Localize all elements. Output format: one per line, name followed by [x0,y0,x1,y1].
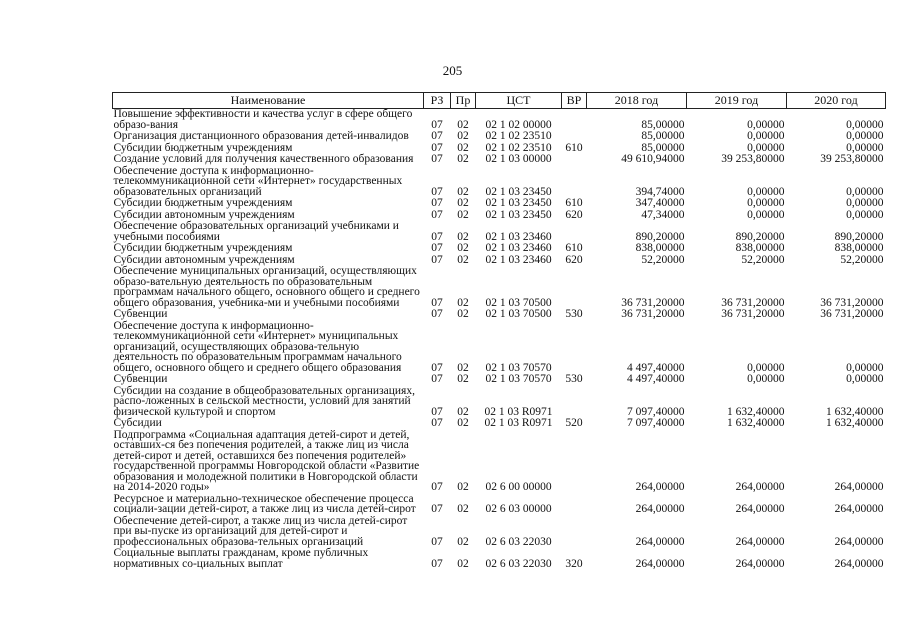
cell-vr: 530 [565,308,583,320]
cell-2020: 264,00000 [834,557,884,570]
cell-2019: 36 731,20000 [721,296,785,309]
cell-rz: 07 [431,230,443,243]
col-header-vr: ВР [562,93,587,109]
cell-name: Подпрограмма «Социальная адаптация детей-сирот и детей, оставших-ся без попечения родителей, а также лиц из числа детей-сирот и детей, оставшихся без попечения родителей» государственной программы Новгородской области «Развитие образования и молодежной политики в Новгородской области на 2014-2020 годы» [113,428,420,493]
cell-2018: 49 610,94000 [621,153,685,165]
cell-cst: 02 1 03 70500 [485,296,552,309]
cell-2019: 1 632,40000 [727,417,785,429]
cell-rz: 07 [431,296,443,309]
cell-vr: 520 [565,417,583,429]
cell-2018: 394,74000 [635,185,685,198]
cell-2019: 0,00000 [747,208,785,221]
table-row [113,418,886,430]
cell-name: Социальные выплаты гражданам, кроме публичных нормативных со-циальных выплат [113,547,369,570]
cell-2020: 264,00000 [834,503,884,515]
cell-pr: 02 [457,481,469,493]
cell-rz: 07 [431,417,443,429]
cell-name: Субсидии [113,417,162,429]
cell-2019: 890,20000 [735,230,785,243]
cell-2019: 264,00000 [735,557,785,570]
cell-2020: 36 731,20000 [820,308,884,320]
table-row [113,109,886,132]
cell-cst: 02 1 03 23460 [485,253,552,266]
cell-2018: 347,40000 [635,197,685,209]
cell-cst: 02 1 03 23460 [485,242,552,254]
cell-name: Создание условий для получения качественного образования [113,153,414,165]
cell-2020: 264,00000 [834,481,884,493]
cell-pr: 02 [457,153,469,165]
cell-cst: 02 1 02 23510 [485,130,552,142]
cell-vr: 530 [565,373,583,385]
cell-name: Ресурсное и материально-техническое обеспечение процесса социали-зации детей-сирот, а также лиц из числа детей-сирот [113,492,416,515]
cell-rz: 07 [431,208,443,221]
cell-2019: 264,00000 [735,535,785,548]
table-row [113,154,886,166]
cell-name: Субсидии автономным учреждениям [113,253,295,266]
cell-cst: 02 1 03 23460 [485,230,552,243]
cell-2019: 0,00000 [747,373,785,385]
cell-2020: 838,00000 [834,242,884,254]
cell-rz: 07 [431,118,443,131]
cell-2020: 264,00000 [834,535,884,548]
cell-rz: 07 [431,361,443,374]
cell-name: Субсидии бюджетным учреждениям [113,242,293,254]
cell-2018: 264,00000 [635,481,685,493]
cell-name: Обеспечение доступа к информационно-телекоммуникационной сети «Интернет» государственных образовательных организаций [113,164,403,198]
cell-rz: 07 [431,503,443,515]
cell-vr: 620 [565,208,583,221]
cell-2019: 264,00000 [735,503,785,515]
cell-cst: 02 1 03 R0971 [484,405,553,418]
cell-vr: 320 [565,557,583,570]
cell-2020: 52,20000 [840,253,884,266]
cell-2018: 890,20000 [635,230,685,243]
cell-name: Обеспечение детей-сирот, а также лиц из числа детей-сирот при вы-пуске из организаций для детей-сирот и профессиональных образова-тельных организаций [113,514,408,548]
cell-rz: 07 [431,253,443,266]
cell-vr [562,166,587,199]
cell-pr: 02 [457,296,469,309]
cell-cst: 02 1 03 23450 [485,197,552,209]
table-body [113,109,886,571]
cell-2020: 0,00000 [846,197,884,209]
cell-2020: 890,20000 [834,230,884,243]
cell-2018: 4 497,40000 [627,361,685,374]
cell-2020: 0,00000 [846,130,884,142]
col-header-name: Наименование [113,93,424,109]
cell-2018: 36 731,20000 [621,308,685,320]
cell-vr [562,131,587,143]
cell-2018: 85,00000 [641,118,685,131]
cell-rz: 07 [431,373,443,385]
cell-rz: 07 [431,141,443,154]
cell-cst: 02 6 03 22030 [485,535,552,548]
cell-2018: 85,00000 [641,130,685,142]
cell-rz: 07 [431,557,443,570]
cell-name: Субсидии на создание в общеобразовательных организациях, распо-ложенных в сельской местности, условий для занятий физической культурой и спортом [113,384,415,418]
cell-pr: 02 [457,361,469,374]
table-row [113,548,886,570]
cell-2020: 0,00000 [846,118,884,131]
cell-2018: 4 497,40000 [627,373,685,385]
cell-name: Обеспечение образовательных организаций учебниками и учебными пособиями [113,220,399,243]
cell-2020: 0,00000 [846,361,884,374]
cell-cst: 02 1 02 23510 [485,141,552,154]
cell-2018: 52,20000 [641,253,685,266]
cell-2019: 0,00000 [747,361,785,374]
cell-rz: 07 [431,242,443,254]
cell-2018: 7 097,40000 [627,417,685,429]
table-header-row [113,93,886,109]
table-row [113,243,886,255]
cell-cst: 02 1 03 70570 [485,361,552,374]
cell-pr: 02 [457,417,469,429]
cell-2019: 838,00000 [735,242,785,254]
cell-2020: 0,00000 [846,373,884,385]
table-row [113,321,886,375]
cell-vr [562,430,587,494]
cell-2019: 0,00000 [747,130,785,142]
cell-cst: 02 1 03 23450 [485,208,552,221]
cell-pr: 02 [457,130,469,142]
cell-2020: 1 632,40000 [826,405,884,418]
cell-vr [562,516,587,549]
cell-rz: 07 [431,405,443,418]
cell-2019: 1 632,40000 [727,405,785,418]
cell-rz: 07 [431,197,443,209]
cell-pr: 02 [457,405,469,418]
col-header-2019: 2019 год [687,93,787,109]
cell-cst: 02 1 03 70570 [485,373,552,385]
cell-2020: 1 632,40000 [826,417,884,429]
cell-name: Обеспечение доступа к информационно-телекоммуникационной сети «Интернет» муниципальных организаций, осуществляющих образова-тельную деятельность по образовательным программам начального общего, основного общего и среднего общего образования [113,319,402,374]
cell-name: Субвенции [113,308,168,320]
cell-name: Обеспечение муниципальных организаций, осуществляющих образо-вательную деятельность по образовательным программам начального общего, основного общего и среднего общего образования, учебника-ми и учебными пособиями [113,265,420,309]
cell-vr [562,494,587,516]
cell-2018: 85,00000 [641,141,685,154]
cell-name: Субсидии бюджетным учреждениям [113,141,293,154]
cell-2018: 264,00000 [635,535,685,548]
cell-2018: 264,00000 [635,503,685,515]
cell-2020: 0,00000 [846,141,884,154]
cell-2019: 0,00000 [747,118,785,131]
cell-vr: 610 [565,197,583,209]
cell-2019: 264,00000 [735,481,785,493]
cell-vr [562,321,587,375]
cell-rz: 07 [431,185,443,198]
cell-pr: 02 [457,373,469,385]
cell-2020: 0,00000 [846,208,884,221]
col-header-cst: ЦСТ [476,93,562,109]
cell-vr: 620 [565,253,583,266]
cell-2019: 0,00000 [747,197,785,209]
cell-vr [562,386,587,419]
cell-name: Организация дистанционного образования детей-инвалидов [113,130,409,142]
cell-cst: 02 6 03 00000 [485,503,552,515]
table-row [113,131,886,143]
col-header-pr: Пр [451,93,476,109]
table-row [113,430,886,494]
cell-pr: 02 [457,185,469,198]
cell-2018: 264,00000 [635,557,685,570]
table-row [113,309,886,321]
cell-cst: 02 1 03 23450 [485,185,552,198]
cell-rz: 07 [431,481,443,493]
cell-pr: 02 [457,141,469,154]
cell-rz: 07 [431,153,443,165]
cell-2018: 7 097,40000 [627,405,685,418]
cell-cst: 02 6 03 22030 [485,557,552,570]
table-row [113,494,886,516]
cell-cst: 02 1 03 R0971 [484,417,553,429]
budget-table [112,92,886,570]
cell-pr: 02 [457,208,469,221]
cell-vr [562,154,587,166]
cell-2019: 36 731,20000 [721,308,785,320]
cell-pr: 02 [457,118,469,131]
cell-name: Субсидии бюджетным учреждениям [113,197,293,209]
cell-2019: 52,20000 [741,253,785,266]
cell-2019: 0,00000 [747,141,785,154]
cell-rz: 07 [431,130,443,142]
table-row [113,386,886,419]
cell-2018: 36 731,20000 [621,296,685,309]
cell-2020: 36 731,20000 [820,296,884,309]
cell-pr: 02 [457,242,469,254]
col-header-2020: 2020 год [787,93,886,109]
page-number: 205 [442,63,463,78]
cell-name: Субсидии автономным учреждениям [113,208,295,221]
table-row [113,266,886,309]
cell-pr: 02 [457,253,469,266]
cell-cst: 02 6 00 00000 [485,481,552,493]
cell-pr: 02 [457,557,469,570]
cell-cst: 02 1 03 70500 [485,308,552,320]
cell-pr: 02 [457,230,469,243]
cell-vr: 610 [565,242,583,254]
cell-rz: 07 [431,308,443,320]
cell-cst: 02 1 02 00000 [485,118,552,131]
col-header-2018: 2018 год [587,93,687,109]
cell-2018: 838,00000 [635,242,685,254]
cell-cst: 02 1 03 00000 [485,153,552,165]
cell-pr: 02 [457,308,469,320]
cell-2019: 39 253,80000 [721,153,785,165]
table-row [113,374,886,386]
cell-2019: 0,00000 [747,185,785,198]
col-header-rz: РЗ [424,93,451,109]
cell-vr [562,221,587,243]
cell-name: Субвенции [113,373,168,385]
cell-vr: 610 [565,141,583,154]
cell-vr [562,109,587,132]
table-row [113,166,886,199]
cell-rz: 07 [431,535,443,548]
table-row [113,221,886,243]
cell-pr: 02 [457,535,469,548]
cell-name: Повышение эффективности и качества услуг в сфере общего образо-вания [113,108,413,131]
cell-pr: 02 [457,197,469,209]
table-row [113,516,886,549]
cell-2020: 39 253,80000 [820,153,884,165]
cell-2018: 47,34000 [641,208,685,221]
cell-2020: 0,00000 [846,185,884,198]
cell-pr: 02 [457,503,469,515]
table-row [113,198,886,210]
cell-vr [562,266,587,309]
